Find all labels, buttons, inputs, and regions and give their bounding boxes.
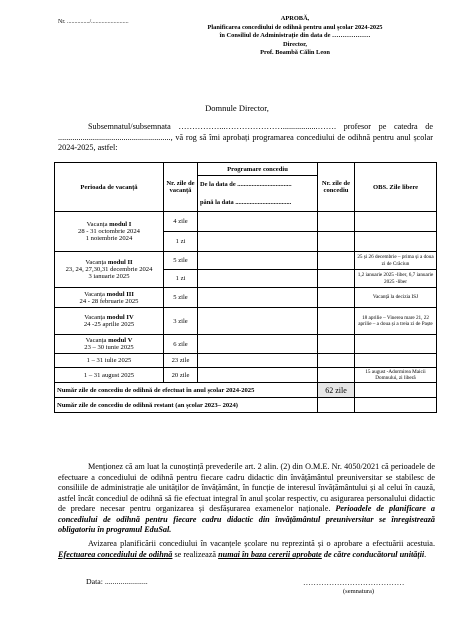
period-modul-2: Vacanța modul II 23, 24, 27,30,31 decembrie 2024 3 ianuarie 2025 (55, 252, 164, 288)
leave-days-input-cell[interactable] (318, 335, 355, 354)
leave-days-input-cell[interactable] (318, 368, 355, 383)
approval-note-emphasis-1: Efectuarea concediului de odihnă (58, 549, 173, 559)
obs-cell: Vacanță la decizia ISJ (355, 288, 437, 308)
leave-days-input-cell[interactable] (318, 212, 355, 232)
intro-paragraph: Subsemnatul/subsemnata ……………...………………….................……. profesor pe catedra de ......................................................., vă rog să îmi aprobați programarea concediului de odihnă pentru anul școlar 2024-2025, astfel: (58, 122, 433, 153)
approval-note-end: . (424, 549, 427, 559)
period-august: 1 – 31 august 2025 (55, 368, 164, 383)
approval-board-date: în Consiliul de Administrație din data de ……………… (219, 32, 371, 40)
date-field[interactable]: Data: ...................... (86, 577, 148, 586)
period-modul-1: Vacanța modul I 28 - 31 octombrie 2024 1 noiembrie 2024 (55, 212, 164, 252)
vacation-days-cell: 5 zile (164, 288, 198, 308)
obs-cell: 15 august -Adormirea Maicii Domnului, zi liberă (355, 368, 437, 383)
obs-cell (355, 354, 437, 368)
total-days-value: 62 zile (318, 383, 355, 398)
remaining-days-obs (355, 398, 437, 413)
approval-note-text: Avizarea planificării concediului în vacanțele școlare nu reprezintă și o aprobare a efectuării acestuia. (88, 539, 435, 548)
vacation-days-cell: 3 zile (164, 308, 198, 335)
vacation-days-cell: 6 zile (164, 335, 198, 354)
header-to-date: până la data ................................... (198, 194, 318, 212)
regulation-paragraph (58, 462, 435, 536)
remaining-days-label: Număr zile de concediu de odihnă restant (an școlar 2023– 2024) (55, 398, 318, 413)
schedule-input-cell[interactable] (198, 212, 318, 232)
leave-days-input-cell[interactable] (318, 288, 355, 308)
vacation-days-cell: 1 zi (164, 270, 198, 288)
schedule-input-cell[interactable] (198, 270, 318, 288)
total-days-obs (355, 383, 437, 398)
approval-note-mid: se realizează (172, 549, 219, 559)
leave-days-input-cell[interactable] (318, 354, 355, 368)
schedule-input-cell[interactable] (198, 368, 318, 383)
leave-days-input-cell[interactable] (318, 232, 355, 252)
header-leave-days: Nr. zile de concediu (318, 163, 355, 212)
leave-days-input-cell[interactable] (318, 252, 355, 270)
vacation-days-cell: 23 zile (164, 354, 198, 368)
approval-note-tail: de către conducătorul unității (321, 549, 425, 559)
header-obs: OBS. Zile libere (355, 163, 437, 212)
leave-schedule-table (54, 162, 437, 413)
leave-days-input-cell[interactable] (318, 308, 355, 335)
vacation-days-cell: 4 zile (164, 212, 198, 232)
schedule-input-cell[interactable] (198, 288, 318, 308)
header-period: Perioada de vacanță (55, 163, 164, 212)
salutation: Domnule Director, (205, 103, 269, 113)
period-modul-5: Vacanța modul V 23 – 30 iunie 2025 (55, 335, 164, 354)
signature-label: (semnatura) (343, 588, 375, 595)
header-vacation-days: Nr. zile de vacanță (164, 163, 198, 212)
leave-days-input-cell[interactable] (318, 270, 355, 288)
obs-cell (355, 335, 437, 354)
schedule-input-cell[interactable] (198, 232, 318, 252)
obs-cell (355, 232, 437, 252)
approval-subject: Planificarea concediului de odihnă pentru anul școlar 2024-2025 (207, 23, 383, 31)
approval-role: Director, (283, 40, 307, 48)
edusal-note: Perioadele de planificare a concediului de odihnă pentru fiecare cadru didactic din învățământul preuniversitar se înregistrează obligatoriu în programul EduSal. (58, 504, 435, 534)
vacation-days-cell: 5 zile (164, 252, 198, 270)
obs-cell: 25 și 26 decembrie – prima și a doua zi de Crăciun (355, 252, 437, 270)
schedule-input-cell[interactable] (198, 335, 318, 354)
header-from-date: De la data de .................................. (198, 176, 318, 194)
approval-note-paragraph (58, 539, 435, 560)
period-modul-4: Vacanța modul IV 24 -25 aprilie 2025 (55, 308, 164, 335)
remaining-days-input[interactable] (318, 398, 355, 413)
approval-director-name: Prof. Boambă Călin Leon (260, 49, 330, 57)
approval-note-emphasis-2: numai în baza cererii aprobate (218, 549, 322, 559)
period-july: 1 – 31 iulie 2025 (55, 354, 164, 368)
regulation-text: Menționez că am luat la cunoștință prevederile art. 2 alin. (2) din O.M.E. Nr. 4050/2021 că perioadele de efectuare a concediului de odihnă pentru fiecare cadru didactic din învățământul preuniversitar se stabilesc de consiliile de administrație ale unităților de învățământ, în funcție de interesul învățământului și al celui în cauză, astfel încât concediul de odihnă să fie efectuat integral în anul școlar respectiv, cu asigurarea personalului didactic de predare necesar pentru organizarea și desfășurarea examenelor naționale. (58, 462, 435, 513)
approval-block (200, 15, 390, 58)
signature-field[interactable]: ………………………………… (303, 578, 405, 587)
vacation-days-cell: 20 zile (164, 368, 198, 383)
obs-cell: 18 aprilie – Vinerea mare 21, 22 aprilie – a doua și a treia zi de Paște (355, 308, 437, 335)
header-schedule: Programare concediu (198, 163, 318, 176)
total-days-label: Număr zile de concediu de odihnă de efectuat în anul școlar 2024-2025 (55, 383, 318, 398)
obs-cell: 1,2 ianuarie 2025 -liber, 6,7 ianuarie 2025 -liber (355, 270, 437, 288)
vacation-days-cell: 1 zi (164, 232, 198, 252)
period-modul-3: Vacanța modul III 24 - 28 februarie 2025 (55, 288, 164, 308)
obs-cell (355, 212, 437, 232)
schedule-input-cell[interactable] (198, 308, 318, 335)
registration-number: Nr. .............../......................... (58, 19, 129, 25)
approval-title: APROBĂ, (280, 15, 310, 22)
schedule-input-cell[interactable] (198, 252, 318, 270)
schedule-input-cell[interactable] (198, 354, 318, 368)
